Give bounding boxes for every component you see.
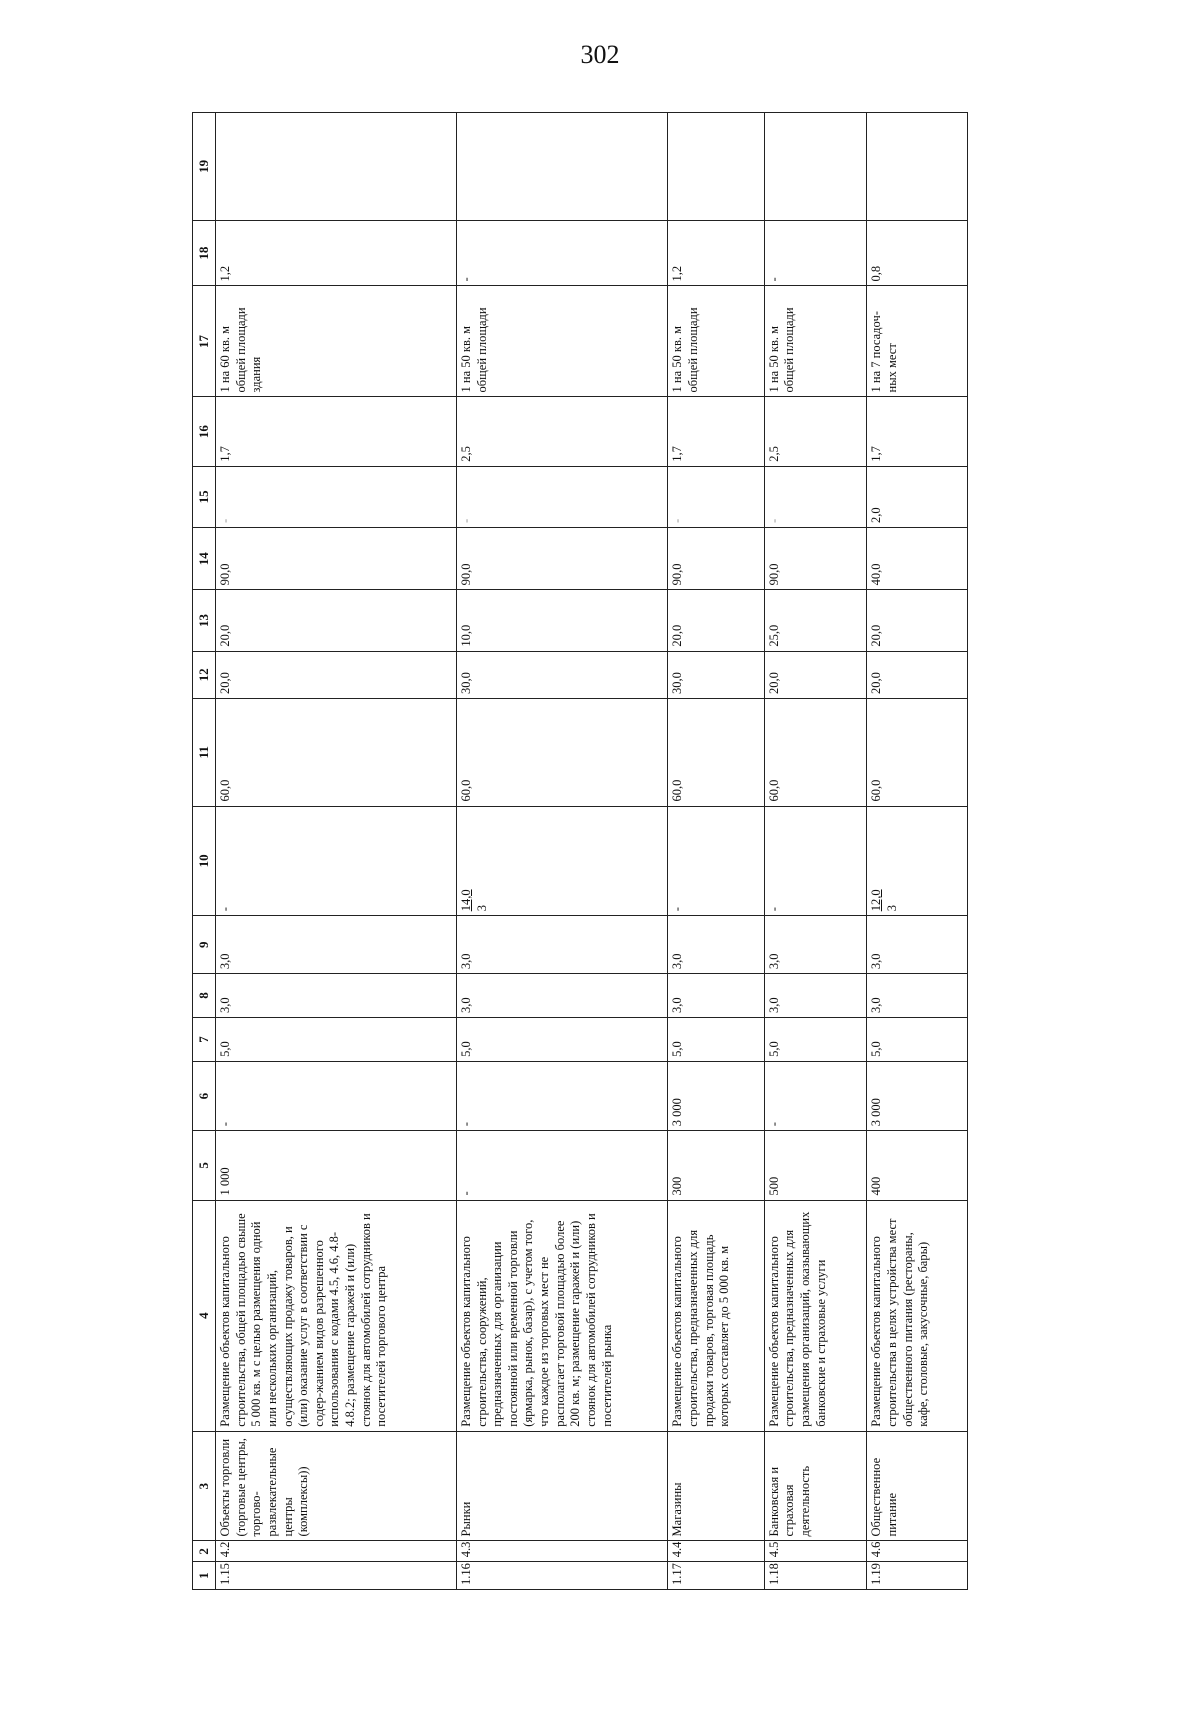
- cell-col10: [456, 806, 668, 916]
- cell-col6: 3 000: [867, 1061, 968, 1130]
- cell-col16: 2,5: [456, 397, 668, 466]
- cell-col5: -: [456, 1131, 668, 1200]
- cell-col12: 20,0: [216, 651, 457, 698]
- cell-col10-value: 12,0: [869, 889, 884, 912]
- cell-col10-value: -: [218, 907, 233, 912]
- parking-requirement: 1 на 50 кв. м общей площади: [456, 286, 668, 397]
- use-code: 4.6: [867, 1541, 968, 1562]
- cell-col16: 1,7: [668, 397, 764, 466]
- cell-col15: -: [216, 466, 457, 527]
- cell-col15: 2,0: [867, 466, 968, 527]
- cell-col10-subvalue: 3: [885, 905, 900, 912]
- column-header: 11: [193, 699, 216, 806]
- cell-col9: 3,0: [216, 916, 457, 974]
- cell-col14: 90,0: [764, 528, 867, 590]
- column-header: 2: [193, 1541, 216, 1562]
- cell-col16: 1,7: [216, 397, 457, 466]
- use-description: Размещение объектов капитального строительства, общей площадью свыше 5 000 кв. м с целью размещения одной или нескольких организаций, осуществляющих продажу товаров, и (или) оказание услуг в соответствии с содер-жанием видов разрешенного использования с кодами 4.5, 4.6, 4.8-4.8.2; размещение гаражей и (или) стоянок для автомобилей сотрудников и посетителей торгового центра: [216, 1200, 457, 1431]
- row-number: 1.16: [456, 1562, 668, 1590]
- cell-col10: [764, 806, 867, 916]
- column-header: 3: [193, 1431, 216, 1541]
- cell-col12: 30,0: [456, 651, 668, 698]
- header-row: [193, 113, 216, 1590]
- cell-col13: 25,0: [764, 590, 867, 651]
- use-description: Размещение объектов капитального строительства, предназначенных для продажи товаров, торговая площадь которых составляет до 5 000 кв. м: [668, 1200, 764, 1431]
- column-header: 14: [193, 528, 216, 590]
- cell-col18: -: [764, 220, 867, 286]
- parking-requirement: 1 на 60 кв. м общей площади здания: [216, 286, 457, 397]
- cell-col14: 90,0: [216, 528, 457, 590]
- cell-col18: 1,2: [216, 220, 457, 286]
- column-header: 7: [193, 1017, 216, 1061]
- cell-col10-value: 14,0: [458, 889, 473, 912]
- cell-col10: [867, 806, 968, 916]
- cell-col7: 5,0: [668, 1017, 764, 1061]
- rotated-table-container: [192, 112, 968, 1590]
- use-type-name: Рынки: [456, 1431, 668, 1541]
- table-row: [668, 113, 764, 1590]
- cell-col6: -: [216, 1061, 457, 1130]
- cell-col8: 3,0: [216, 974, 457, 1018]
- cell-col12: 20,0: [867, 651, 968, 698]
- cell-col5: 300: [668, 1131, 764, 1200]
- row-number: 1.15: [216, 1562, 457, 1590]
- cell-col18: 0,8: [867, 220, 968, 286]
- cell-col5: 1 000: [216, 1131, 457, 1200]
- cell-col16: 2,5: [764, 397, 867, 466]
- cell-col18: -: [456, 220, 668, 286]
- cell-col5: 400: [867, 1131, 968, 1200]
- use-code: 4.4: [668, 1541, 764, 1562]
- cell-col8: 3,0: [867, 974, 968, 1018]
- use-code: 4.5: [764, 1541, 867, 1562]
- cell-col13: 20,0: [668, 590, 764, 651]
- cell-col12: 20,0: [764, 651, 867, 698]
- column-header: 12: [193, 651, 216, 698]
- cell-col14: 90,0: [668, 528, 764, 590]
- cell-col12: 30,0: [668, 651, 764, 698]
- use-description: Размещение объектов капитального строительства в целях устройства мест общественного питания (рестораны, кафе, столовые, закусочные, бары): [867, 1200, 968, 1431]
- column-header: 17: [193, 286, 216, 397]
- cell-col8: 3,0: [764, 974, 867, 1018]
- table-row: [216, 113, 457, 1590]
- cell-col19: [764, 113, 867, 221]
- cell-col19: [867, 113, 968, 221]
- parking-requirement: 1 на 50 кв. м общей площади: [668, 286, 764, 397]
- page-number: 302: [580, 40, 620, 69]
- cell-col10: [216, 806, 457, 916]
- table-row: [867, 113, 968, 1590]
- cell-col6: -: [456, 1061, 668, 1130]
- cell-col19: [216, 113, 457, 221]
- cell-col13: 20,0: [216, 590, 457, 651]
- column-header: 10: [193, 806, 216, 916]
- column-header: 1: [193, 1562, 216, 1590]
- column-header: 16: [193, 397, 216, 466]
- cell-col9: 3,0: [867, 916, 968, 974]
- use-code: 4.2: [216, 1541, 457, 1562]
- cell-col11: 60,0: [668, 699, 764, 806]
- column-header: 5: [193, 1131, 216, 1200]
- column-header: 6: [193, 1061, 216, 1130]
- cell-col10-value: -: [766, 907, 781, 912]
- row-number: 1.19: [867, 1562, 968, 1590]
- cell-col16: 1,7: [867, 397, 968, 466]
- parking-requirement: 1 на 50 кв. м общей площади: [764, 286, 867, 397]
- use-description: Размещение объектов капитального строительства, сооружений, предназначенных для организации постоянной или временной торговли (ярмарка, рынок, базар), с учетом того, что каждое из торговых мест не располагает торговой площадью более 200 кв. м; размещение гаражей и (или) стоянок для автомобилей сотрудников и посетителей рынка: [456, 1200, 668, 1431]
- cell-col18: 1,2: [668, 220, 764, 286]
- column-header: 13: [193, 590, 216, 651]
- cell-col11: 60,0: [216, 699, 457, 806]
- row-number: 1.18: [764, 1562, 867, 1590]
- cell-col11: 60,0: [764, 699, 867, 806]
- column-header: 18: [193, 220, 216, 286]
- cell-col5: 500: [764, 1131, 867, 1200]
- use-type-name: Общественное питание: [867, 1431, 968, 1541]
- column-header: 4: [193, 1200, 216, 1431]
- cell-col11: 60,0: [867, 699, 968, 806]
- use-type-name: Объекты торговли (торговые центры, торгово-развлекательные центры (комплексы)): [216, 1431, 457, 1541]
- column-header: 9: [193, 916, 216, 974]
- cell-col19: [668, 113, 764, 221]
- cell-col15: -: [668, 466, 764, 527]
- cell-col10: [668, 806, 764, 916]
- land-use-regulations-table: [192, 112, 968, 1590]
- column-header: 19: [193, 113, 216, 221]
- table-row: [456, 113, 668, 1590]
- use-type-name: Банковская и страховая деятельность: [764, 1431, 867, 1541]
- cell-col10-value: -: [670, 907, 685, 912]
- use-code: 4.3: [456, 1541, 668, 1562]
- cell-col9: 3,0: [764, 916, 867, 974]
- cell-col7: 5,0: [216, 1017, 457, 1061]
- cell-col6: 3 000: [668, 1061, 764, 1130]
- cell-col13: 10,0: [456, 590, 668, 651]
- cell-col8: 3,0: [456, 974, 668, 1018]
- cell-col7: 5,0: [764, 1017, 867, 1061]
- cell-col8: 3,0: [668, 974, 764, 1018]
- cell-col15: -: [456, 466, 668, 527]
- cell-col11: 60,0: [456, 699, 668, 806]
- cell-col15: -: [764, 466, 867, 527]
- cell-col6: -: [764, 1061, 867, 1130]
- use-description: Размещение объектов капитального строительства, предназначенных для размещения организаций, оказывающих банковские и страховые услуги: [764, 1200, 867, 1431]
- cell-col14: 40,0: [867, 528, 968, 590]
- cell-col14: 90,0: [456, 528, 668, 590]
- cell-col10-subvalue: 3: [474, 905, 489, 912]
- cell-col9: 3,0: [456, 916, 668, 974]
- row-number: 1.17: [668, 1562, 764, 1590]
- cell-col7: 5,0: [456, 1017, 668, 1061]
- column-header: 8: [193, 974, 216, 1018]
- cell-col19: [456, 113, 668, 221]
- use-type-name: Магазины: [668, 1431, 764, 1541]
- table-row: [764, 113, 867, 1590]
- cell-col7: 5,0: [867, 1017, 968, 1061]
- cell-col9: 3,0: [668, 916, 764, 974]
- parking-requirement: 1 на 7 посадоч-ных мест: [867, 286, 968, 397]
- column-header: 15: [193, 466, 216, 527]
- cell-col13: 20,0: [867, 590, 968, 651]
